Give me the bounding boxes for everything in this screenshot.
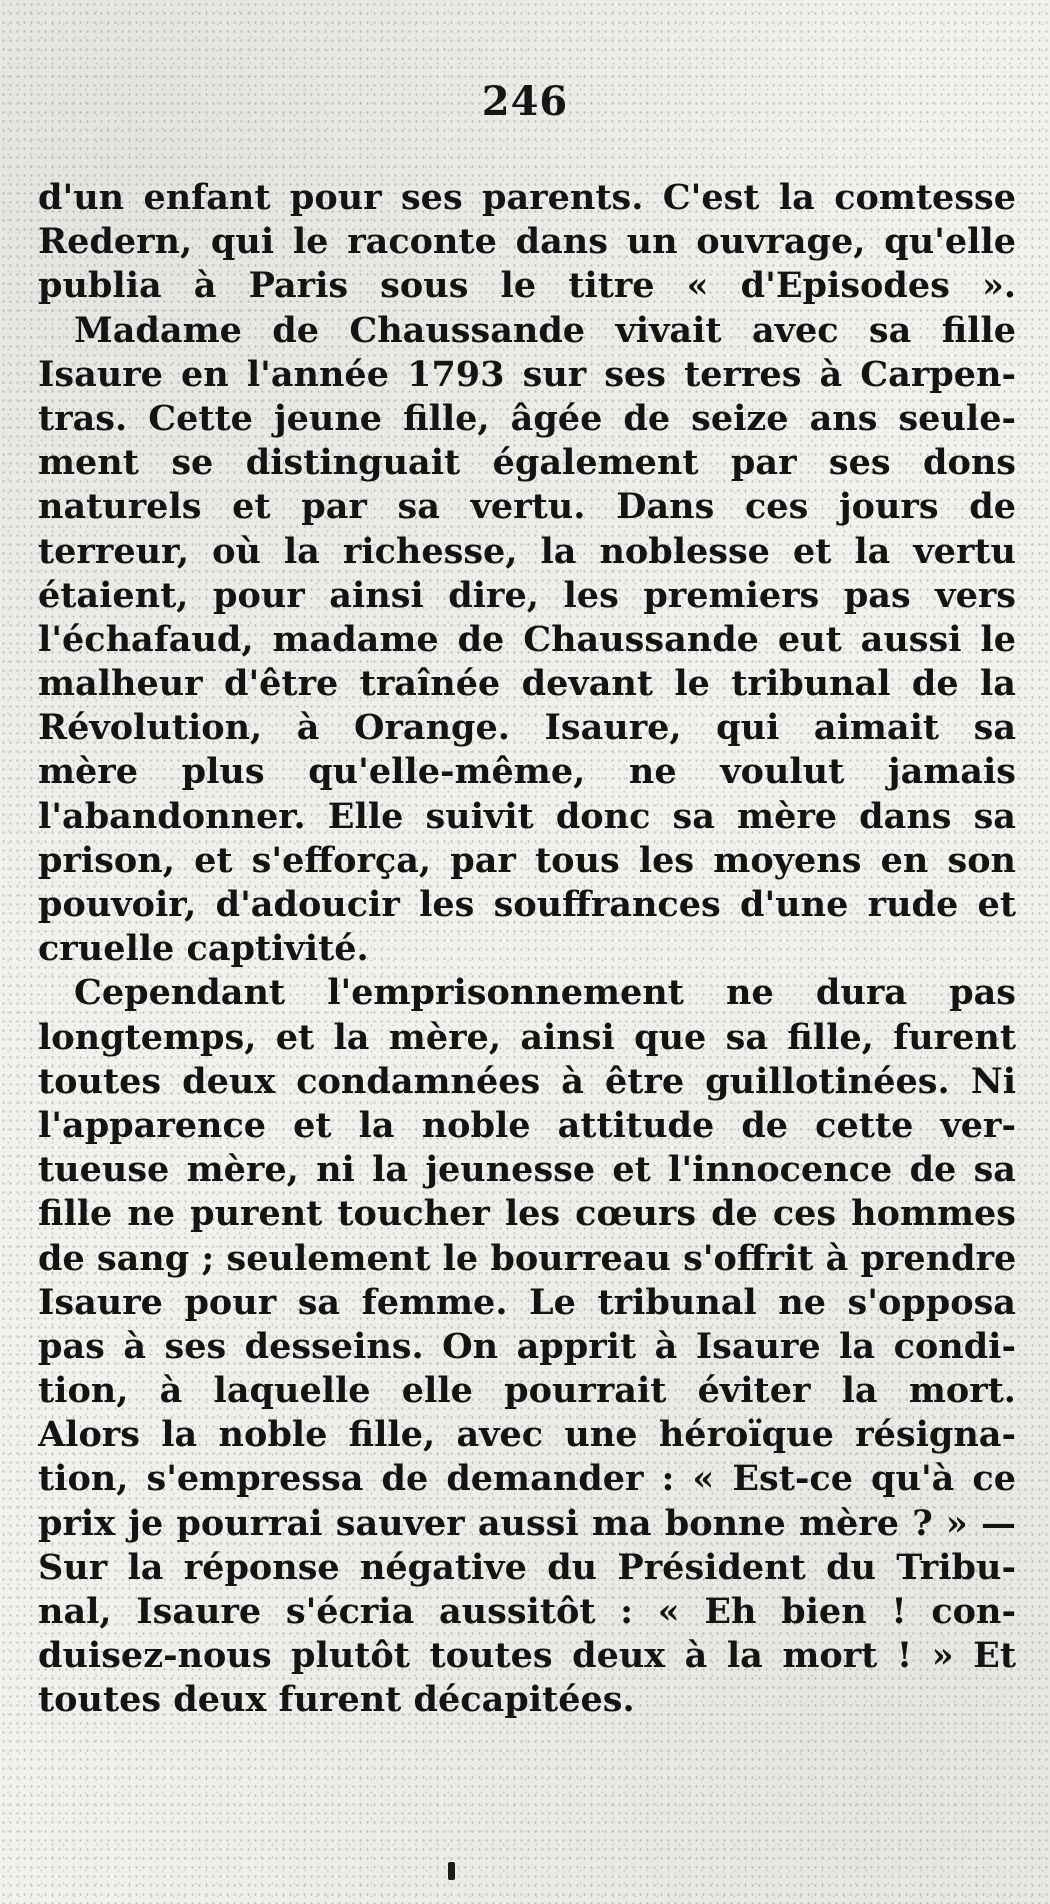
text-line: tueuse mère, ni la jeunesse et l'innocence de sa (38, 1149, 1016, 1191)
text-line: longtemps, et la mère, ainsi que sa fille, furent (38, 1016, 1016, 1058)
text-line: prison, et s'efforça, par tous les moyens en son (38, 839, 1016, 881)
text-line: tras. Cette jeune fille, âgée de seize ans seule- (38, 397, 1016, 439)
text-line: tion, à laquelle elle pourrait éviter la mort. (38, 1370, 1016, 1412)
text-line: l'abandonner. Elle suivit donc sa mère dans sa (38, 795, 1016, 837)
text-line: Isaure en l'année 1793 sur ses terres à Carpen- (38, 353, 1016, 395)
text-line: malheur d'être traînée devant le tribunal de la (38, 663, 1016, 705)
text-line: étaient, pour ainsi dire, les premiers pas vers (38, 574, 1016, 616)
text-line: prix je pourrai sauver aussi ma bonne mère ? » — (38, 1502, 1016, 1544)
ink-mark (448, 1862, 455, 1880)
text-line: Alors la noble fille, avec une héroïque résigna- (38, 1414, 1016, 1456)
text-line: d'un enfant pour ses parents. C'est la comtesse (38, 177, 1016, 218)
text-line: fille ne purent toucher les cœurs de ces hommes (38, 1193, 1016, 1235)
text-line: pas à ses desseins. On apprit à Isaure la condi- (38, 1325, 1016, 1367)
page-number: 246 (481, 78, 569, 125)
text-line: l'échafaud, madame de Chaussande eut aussi le (38, 618, 1016, 660)
text-line: l'apparence et la noble attitude de cette ver- (38, 1104, 1016, 1146)
text-line: Redern, qui le raconte dans un ouvrage, qu'elle (38, 221, 1016, 263)
text-line: Cependant l'emprisonnement ne dura pas (74, 972, 1016, 1014)
body-text (38, 176, 1016, 1723)
text-line: naturels et par sa vertu. Dans ces jours de (38, 486, 1016, 528)
text-line: mère plus qu'elle-même, ne voulut jamais (38, 751, 1016, 793)
text-line: ment se distinguait également par ses dons (38, 442, 1016, 484)
text-line: toutes deux condamnées à être guillotinées. Ni (38, 1060, 1016, 1102)
text-line: Révolution, à Orange. Isaure, qui aimait sa (38, 707, 1016, 749)
text-line: cruelle captivité. (38, 928, 369, 970)
text-line: de sang ; seulement le bourreau s'offrit à prendre (38, 1237, 1016, 1279)
text-line: pouvoir, d'adoucir les souffrances d'une rude et (38, 884, 1016, 925)
text-line: tion, s'empressa de demander : « Est-ce qu'à ce (38, 1458, 1016, 1500)
text-line: Sur la réponse négative du Président du Tribu- (38, 1546, 1016, 1588)
text-line: toutes deux furent décapitées. (38, 1679, 635, 1721)
text-line: publia à Paris sous le titre « d'Episodes ». (38, 265, 1016, 307)
text-line: nal, Isaure s'écria aussitôt : « Eh bien ! con- (38, 1591, 1016, 1632)
text-line: terreur, où la richesse, la noblesse et la vertu (38, 530, 1016, 572)
text-line: Madame de Chaussande vivait avec sa fille (74, 309, 1016, 351)
text-line: duisez-nous plutôt toutes deux à la mort ! » Et (38, 1635, 1016, 1677)
text-line: Isaure pour sa femme. Le tribunal ne s'opposa (38, 1281, 1016, 1323)
